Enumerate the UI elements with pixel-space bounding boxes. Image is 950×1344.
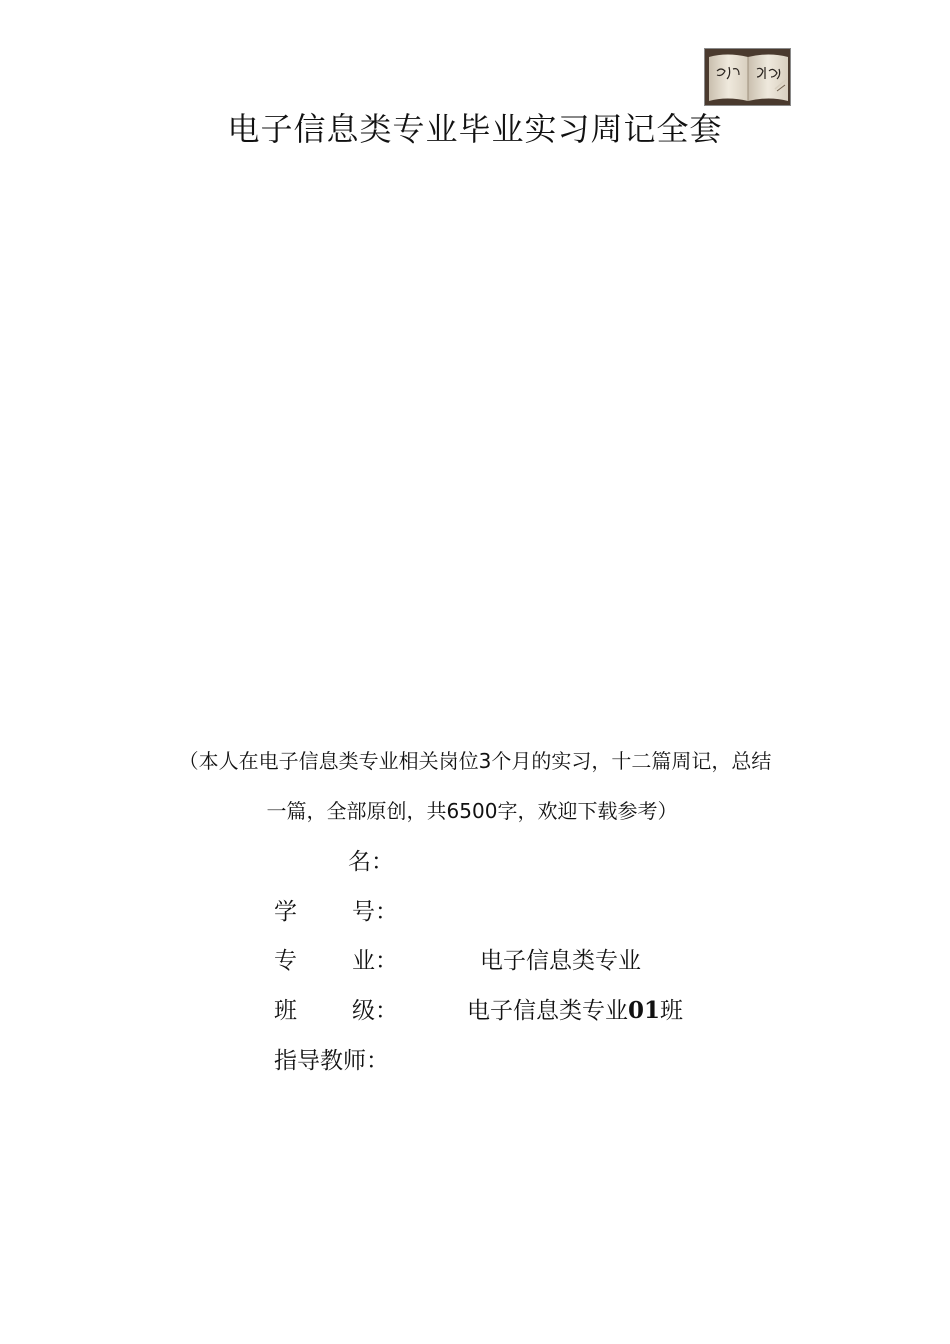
name-label: 名： [348, 849, 394, 875]
major-label-rest: 业： [352, 948, 398, 974]
class-value-prefix: 电子信息类专业 [467, 998, 628, 1024]
open-book-icon [705, 49, 791, 106]
major-label-first-char: 专 [274, 948, 297, 974]
note-line-2: 一篇，全部原创，共6500字，欢迎下载参考） [266, 799, 678, 823]
student-id-label-rest: 号： [352, 899, 398, 925]
class-value-number: 01 [628, 997, 661, 1024]
open-book-image [704, 48, 791, 106]
major-value: 电子信息类专业 [480, 948, 641, 974]
advisor-label: 指导教师： [274, 1048, 389, 1074]
class-value [467, 992, 683, 1025]
document-title: 电子信息类专业毕业实习周记全套 [227, 110, 723, 148]
student-id-label-first-char: 学 [274, 899, 297, 925]
note-line-1: （本人在电子信息类专业相关岗位3个月的实习，十二篇周记，总结 [178, 749, 772, 773]
class-label-rest: 级： [352, 998, 398, 1024]
class-label-first-char: 班 [274, 998, 297, 1024]
class-value-suffix: 班 [660, 998, 684, 1024]
